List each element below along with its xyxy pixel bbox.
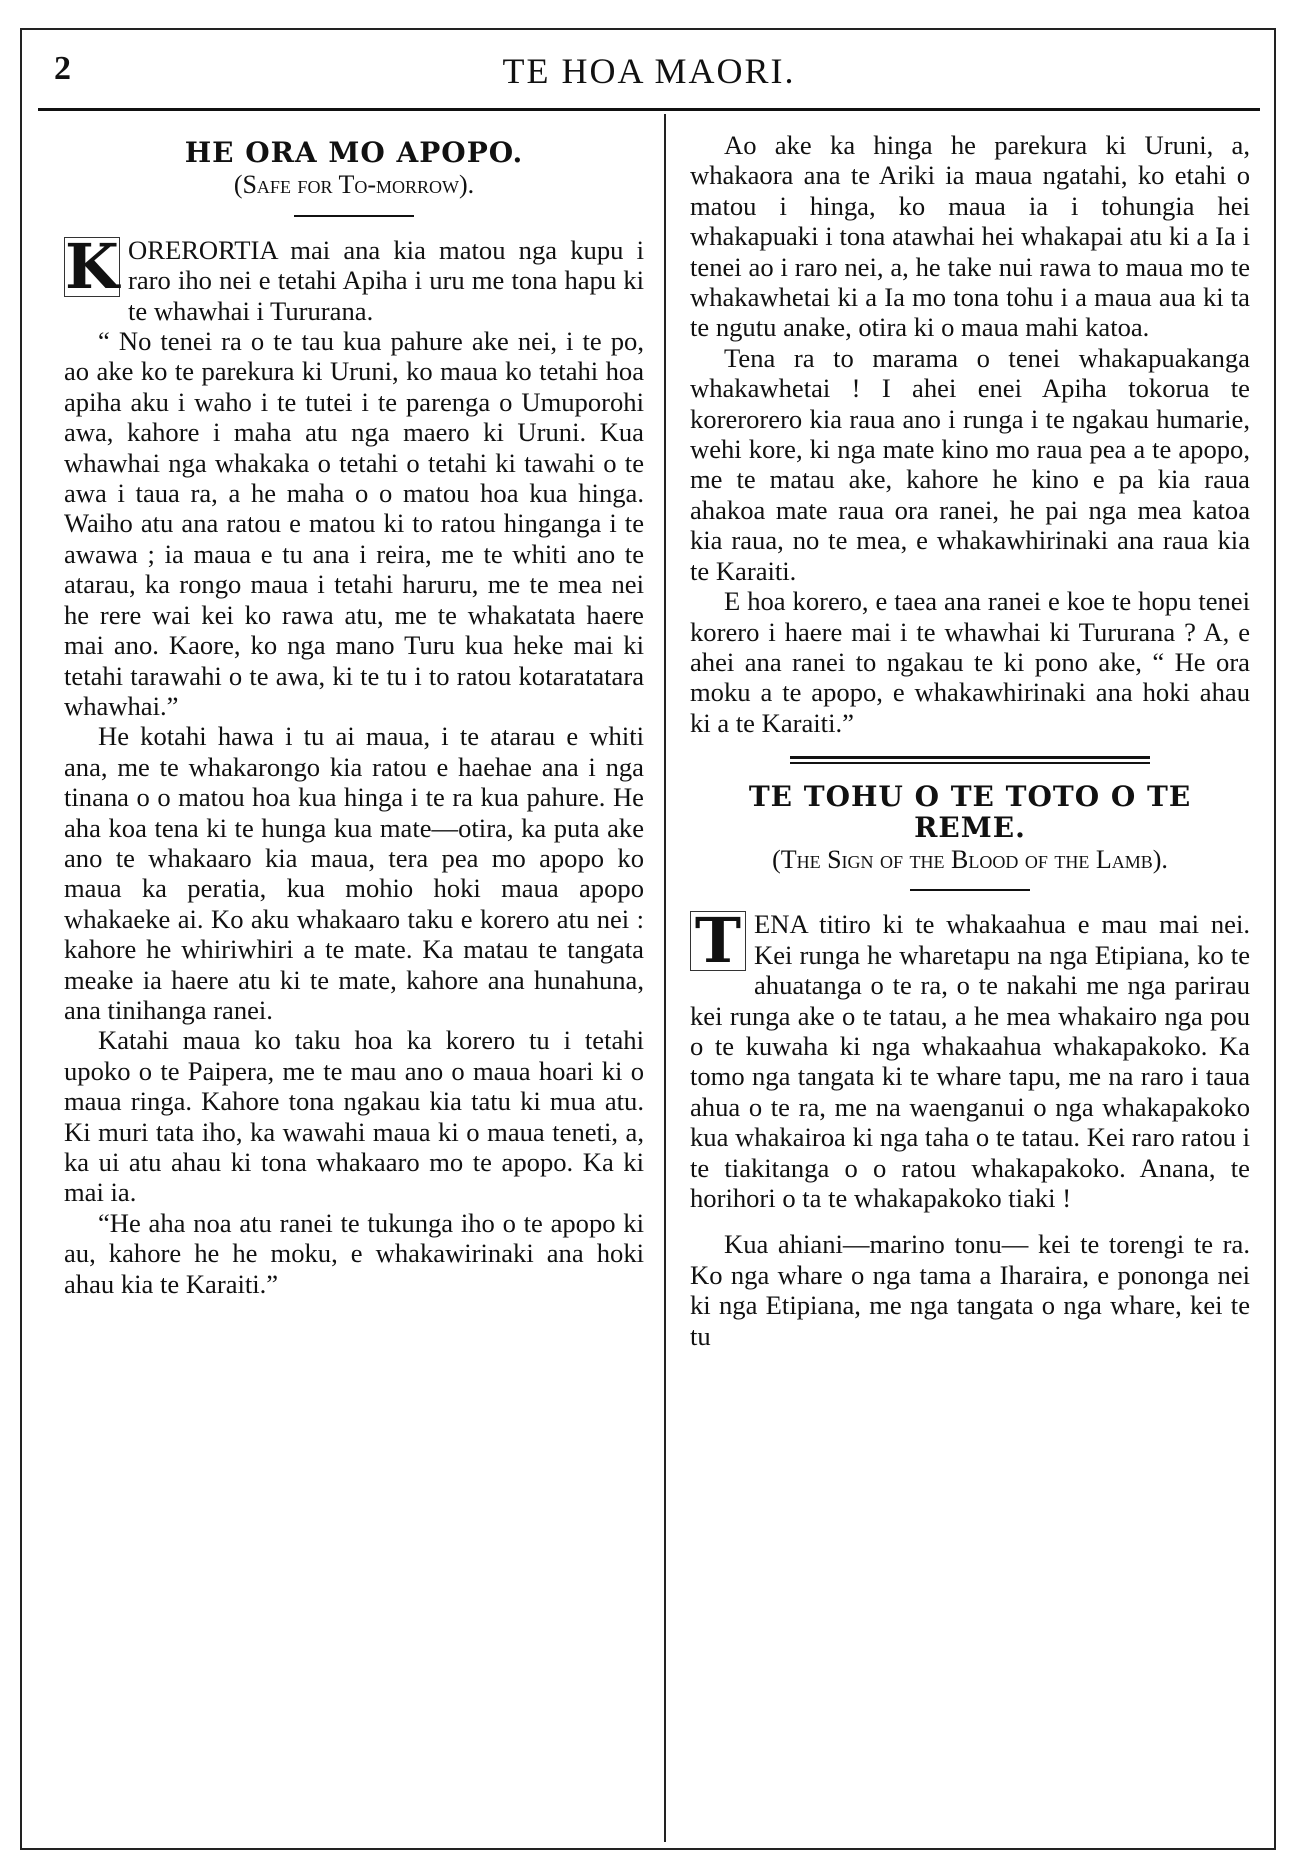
paragraph: “ No tenei ra o te tau kua pahure ake nei, i te po, ao ake ko te parekura ki Uruni, ko maua ko tetahi hoa apiha aku i waho i te tutei i te parenga o Umuporohi awa, kahore i maha atu nga maero ki Uruni. Kua whawhai nga whakaka o tetahi o tetahi ki tawahi o te awa i taua ra, a he maha o o matou hoa kua hinga. Waiho atu ana ratou e matou ki to ratou hinganga i te awawa ; ia maua e tu ana i reira, me te whiti ano te atarau, ka rongo maua i tetahi haruru, me te mea nei he rere wai kei ko rawa atu, me te whakatata haere mai ano. Kaore, ko nga mano Turu kua heke mai ki tetahi tarawahi o te awa, ki te tu i to ratou kotaratatara whawhai.” [64,326,644,721]
paragraph: Tena ra to marama o tenei whakapuakanga whakawhetai ! I ahei enei Apiha tokorua te korerorero kia raua ano i runga i te ngakau humarie, wehi kore, ki nga mate kino mo raua pea a te apopo, me te matau ake, kahore he kino e pa kia raua ahakoa mate raua ora ranei, he pai nga mea katoa kia raua, no te mea, e whakawhirinaki ana raua kia te Karaiti. [690,342,1250,586]
section-divider [790,756,1150,764]
paragraph: Kua ahiani—marino tonu— kei te torengi te ra. Ko nga whare o nga tama a Iharaira, e pononga nei ki nga Etipiana, me nga tangata o nga whare, kei te tu [690,1229,1250,1351]
header-rule [38,108,1260,111]
page-number: 2 [54,50,71,87]
left-column [64,130,644,1299]
first-paragraph [64,229,644,326]
article-title-line: REME. [914,810,1026,844]
paragraph: E hoa korero, e taea ana ranei e koe te hopu tenei korero i haere mai i te whawhai ki Tururana ? A, e ahei ana ranei to ngakau te ki pono ake, “ He ora moku a te apopo, e whakawhirinaki ana hoki ahau ki a te Karaiti.” [690,586,1250,738]
right-column [690,130,1250,1351]
column-divider [664,114,666,1842]
page-header [24,46,1274,116]
first-paragraph-text: ORERORTIA mai ana kia matou nga kupu i raro iho nei e tetahi Apiha i uru me tona hapu ki te whawhai i Tururana. [128,234,644,326]
paragraph: “He aha noa atu ranei te tukunga iho o te apopo ki au, kahore he he moku, e whakawirinaki ana hoki ahau kia te Karaiti.” [64,1207,644,1299]
article-subtitle: (Safe for To-morrow). [233,170,475,200]
title-rule [910,889,1030,891]
article-title [690,782,1250,843]
dropcap-letter: K [65,229,119,303]
first-paragraph-text: ENA titiro ki te whakaahua e mau mai nei. Kei runga he wharetapu na nga Etipiana, ko te ahuatanga o te ra, o te nakahi me nga parirau kei runga ake o te tatau, a he mea whakairo nga pou o te kuwaha ki nga whakaahua whakapakoko. Ka tomo nga tangata ki te whare tapu, me na raro i taua ahua o te ra, me na waenganui o nga whakapakoko kua whakairoa ki nga taha o te tatau. Kei raro ratou i te tiakitanga o o ratou whakapakoko. Anana, te horihori o ta te whakapakoko tiaki ! [690,909,1250,1213]
article-title-line: TE TOHU O TE TOTO O TE [748,780,1192,814]
paragraph: He kotahi hawa i tu ai maua, i te atarau e whiti ana, me te whakarongo kia ratou e haehae ana i nga tinana o o matou hoa kua hinga i te ra kua pahure. He aha koa tena ki te hunga kua mate—otira, ka puta ake ano te whakaaro kia maua, tera pea mo apopo ko maua ka peratia, kua mohio hoki maua apopo whakaeke ai. Ko aku whakaaro taku e korero atu nei : kahore he whiriwhiri a te mate. Ka matau te tangata meake ia haere atu ki te mate, kahore ana hunahuna, ana tinihanga ranei. [64,721,644,1025]
paragraph: Katahi maua ko taku hoa ka korero tu i tetahi upoko o te Paipera, me te mau ano o maua hoari ki o maua ringa. Kahore tona ngakau kia tatu ki mua atu. Ki muri tata iho, ka wawahi maua ki o maua teneti, a, ka ui atu ahau ki tona whakaaro mo te apopo. Ka ki mai ia. [64,1025,644,1208]
running-title: TE HOA MAORI. [502,51,796,91]
article-title: HE ORA MO APOPO. [184,136,524,169]
article-subtitle: (The Sign of the Blood of the Lamb). [772,844,1168,874]
first-paragraph [690,904,1250,1213]
paragraph: Ao ake ka hinga he parekura ki Uruni, a, whakaora ana te Ariki ia maua ngatahi, ko etahi o matou i hinga, ko maua ia i tohungia hei whakapuaki i tona atawhai hei whakapai atu ki a Ia i tenei ao i raro nei, a, he take nui rawa to maua mo te whakawhetai ki a Ia mo tona tohu i a maua aua ki ta te ngutu anake, otira ki o maua mahi katoa. [690,130,1250,343]
title-rule [294,215,414,217]
dropcap-letter: T [690,911,746,971]
